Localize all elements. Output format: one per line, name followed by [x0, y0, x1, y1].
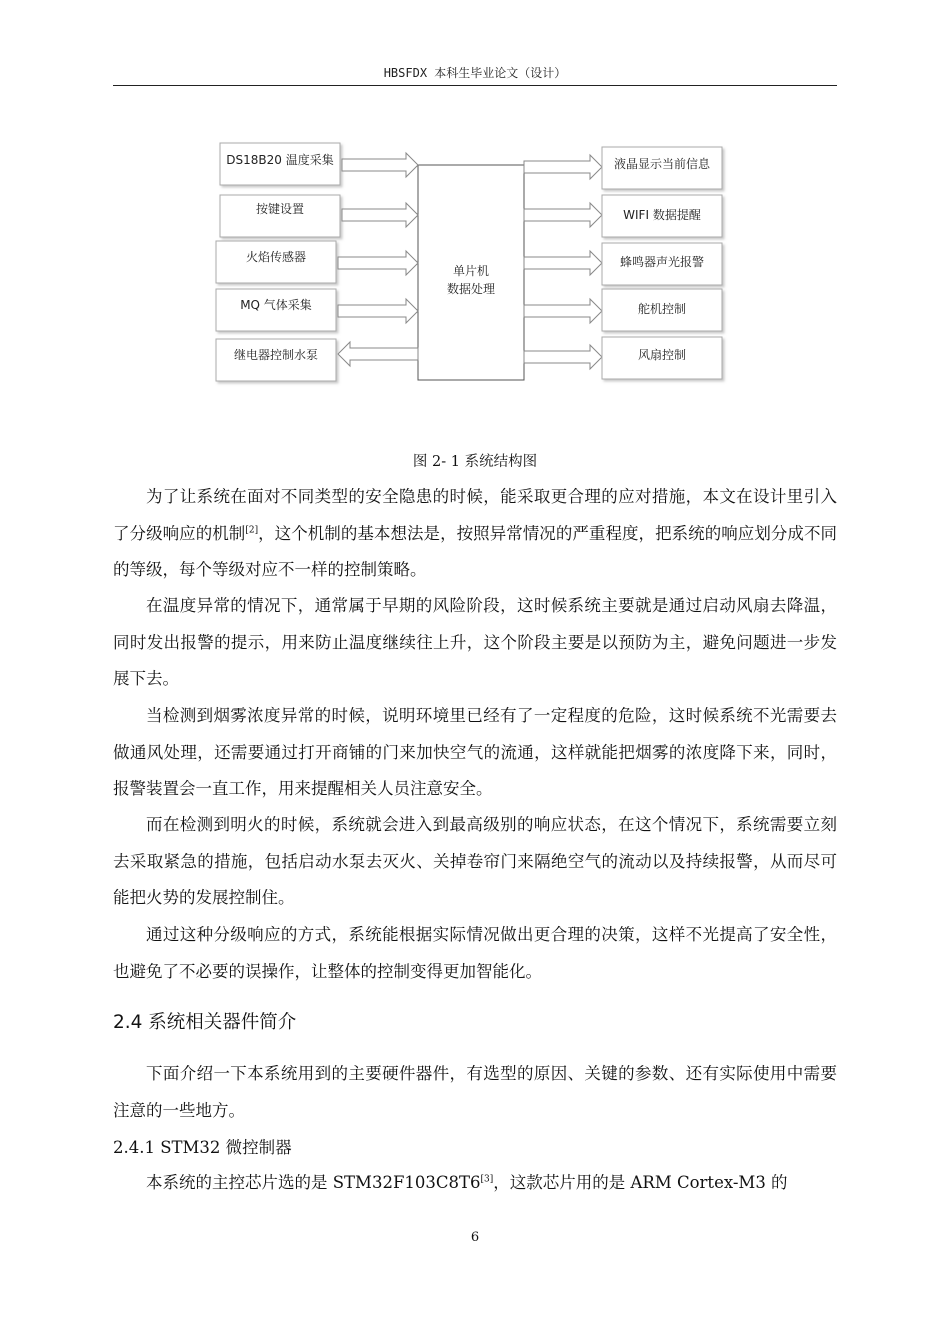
input-box-flame	[216, 241, 336, 283]
arrow-right	[524, 345, 602, 369]
arrow-right	[524, 251, 602, 275]
input-label: DS18B20 温度采集	[226, 153, 334, 167]
paragraph-text: ，这款芯片用的是 ARM Cortex-M3 的	[493, 1173, 788, 1192]
arrow-right	[342, 153, 418, 177]
input-box-temperature	[220, 143, 340, 185]
input-label: 火焰传感器	[245, 250, 307, 264]
paragraph-text: 本系统的主控芯片选的是 STM32F103C8T6	[146, 1173, 481, 1192]
output-label: 风扇控制	[637, 348, 687, 362]
output-label: 液晶显示当前信息	[613, 157, 711, 171]
arrow-right	[524, 155, 602, 179]
paragraph-text: ，这个机制的基本想法是，按照异常情况的严重程度，把系统的响应划分成不同的等级，每个等级对应不一样的控制策略。	[113, 523, 838, 579]
section-intro: 下面介绍一下本系统用到的主要硬件器件，有选型的原因、关键的参数、还有实际使用中需要注意的一些地方。	[113, 1064, 837, 1120]
subsection-heading: 2.4.1 STM32 微控制器	[113, 1138, 292, 1157]
header-rule	[113, 85, 837, 86]
output-label: 蜂鸣器声光报警	[619, 255, 705, 269]
paragraph-4: 而在检测到明火的时候，系统就会进入到最高级别的响应状态，在这个情况下，系统需要立刻去采取紧急的措施，包括启动水泵去灭火、关掉卷帘门来隔绝空气的流动以及持续报警，从而尽可能把火势的发展控制住。	[113, 815, 837, 907]
page-number: 6	[470, 1230, 480, 1245]
input-box-gas	[216, 289, 336, 331]
input-label: 按键设置	[255, 202, 305, 216]
mcu-label-line1: 单片机	[452, 264, 490, 278]
mcu-label-line2: 数据处理	[446, 282, 496, 296]
arrow-left	[338, 342, 418, 366]
arrow-right	[524, 299, 602, 323]
paragraph-5: 通过这种分级响应的方式，系统能根据实际情况做出更合理的决策，这样不光提高了安全性，也避免了不必要的误操作，让整体的控制变得更加智能化。	[113, 925, 837, 981]
arrows-right	[524, 155, 602, 369]
citation: [2]	[245, 525, 259, 535]
paragraph-3: 当检测到烟雾浓度异常的时候，说明环境里已经有了一定程度的危险，这时候系统不光需要去做通风处理，还需要通过打开商铺的门来加快空气的流通，这样就能把烟雾的浓度降下来，同时，报警装置会一直工作，用来提醒相关人员注意安全。	[113, 706, 837, 798]
output-box-pump-relay	[216, 339, 336, 381]
output-box-fan	[602, 337, 722, 379]
arrow-right	[342, 203, 418, 227]
output-label: 舵机控制	[637, 302, 687, 316]
output-box-wifi	[602, 195, 722, 237]
citation: [3]	[480, 1174, 494, 1185]
input-label: MQ 气体采集	[240, 298, 312, 312]
paragraph-2: 在温度异常的情况下，通常属于早期的风险阶段，这时候系统主要就是通过启动风扇去降温，同时发出报警的提示，用来防止温度继续往上升，这个阶段主要是以预防为主，避免问题进一步发展下去。	[113, 596, 837, 688]
arrow-right	[338, 251, 418, 275]
figure-caption: 图 2- 1 系统结构图	[412, 454, 538, 470]
output-box-lcd	[602, 147, 722, 189]
section-heading: 2.4 系统相关器件简介	[113, 1012, 297, 1033]
input-label: 继电器控制水泵	[233, 348, 319, 362]
arrow-right	[338, 299, 418, 323]
output-label: WIFI 数据提醒	[623, 208, 701, 222]
paragraph-1	[113, 479, 837, 589]
arrow-right	[524, 203, 602, 227]
output-box-servo	[602, 289, 722, 331]
subsection-paragraph	[113, 1165, 837, 1202]
arrows-left	[338, 153, 418, 366]
output-box-buzzer	[602, 243, 722, 285]
paragraph-text: 为了让系统在面对不同类型的安全隐患的时候，能采取更合理的应对措施，本文在设计里引入了分级响应的机制	[113, 487, 837, 543]
input-box-keys	[220, 195, 340, 237]
system-structure-diagram	[210, 137, 730, 392]
page-header: HBSFDX 本科生毕业论文（设计）	[383, 66, 567, 80]
